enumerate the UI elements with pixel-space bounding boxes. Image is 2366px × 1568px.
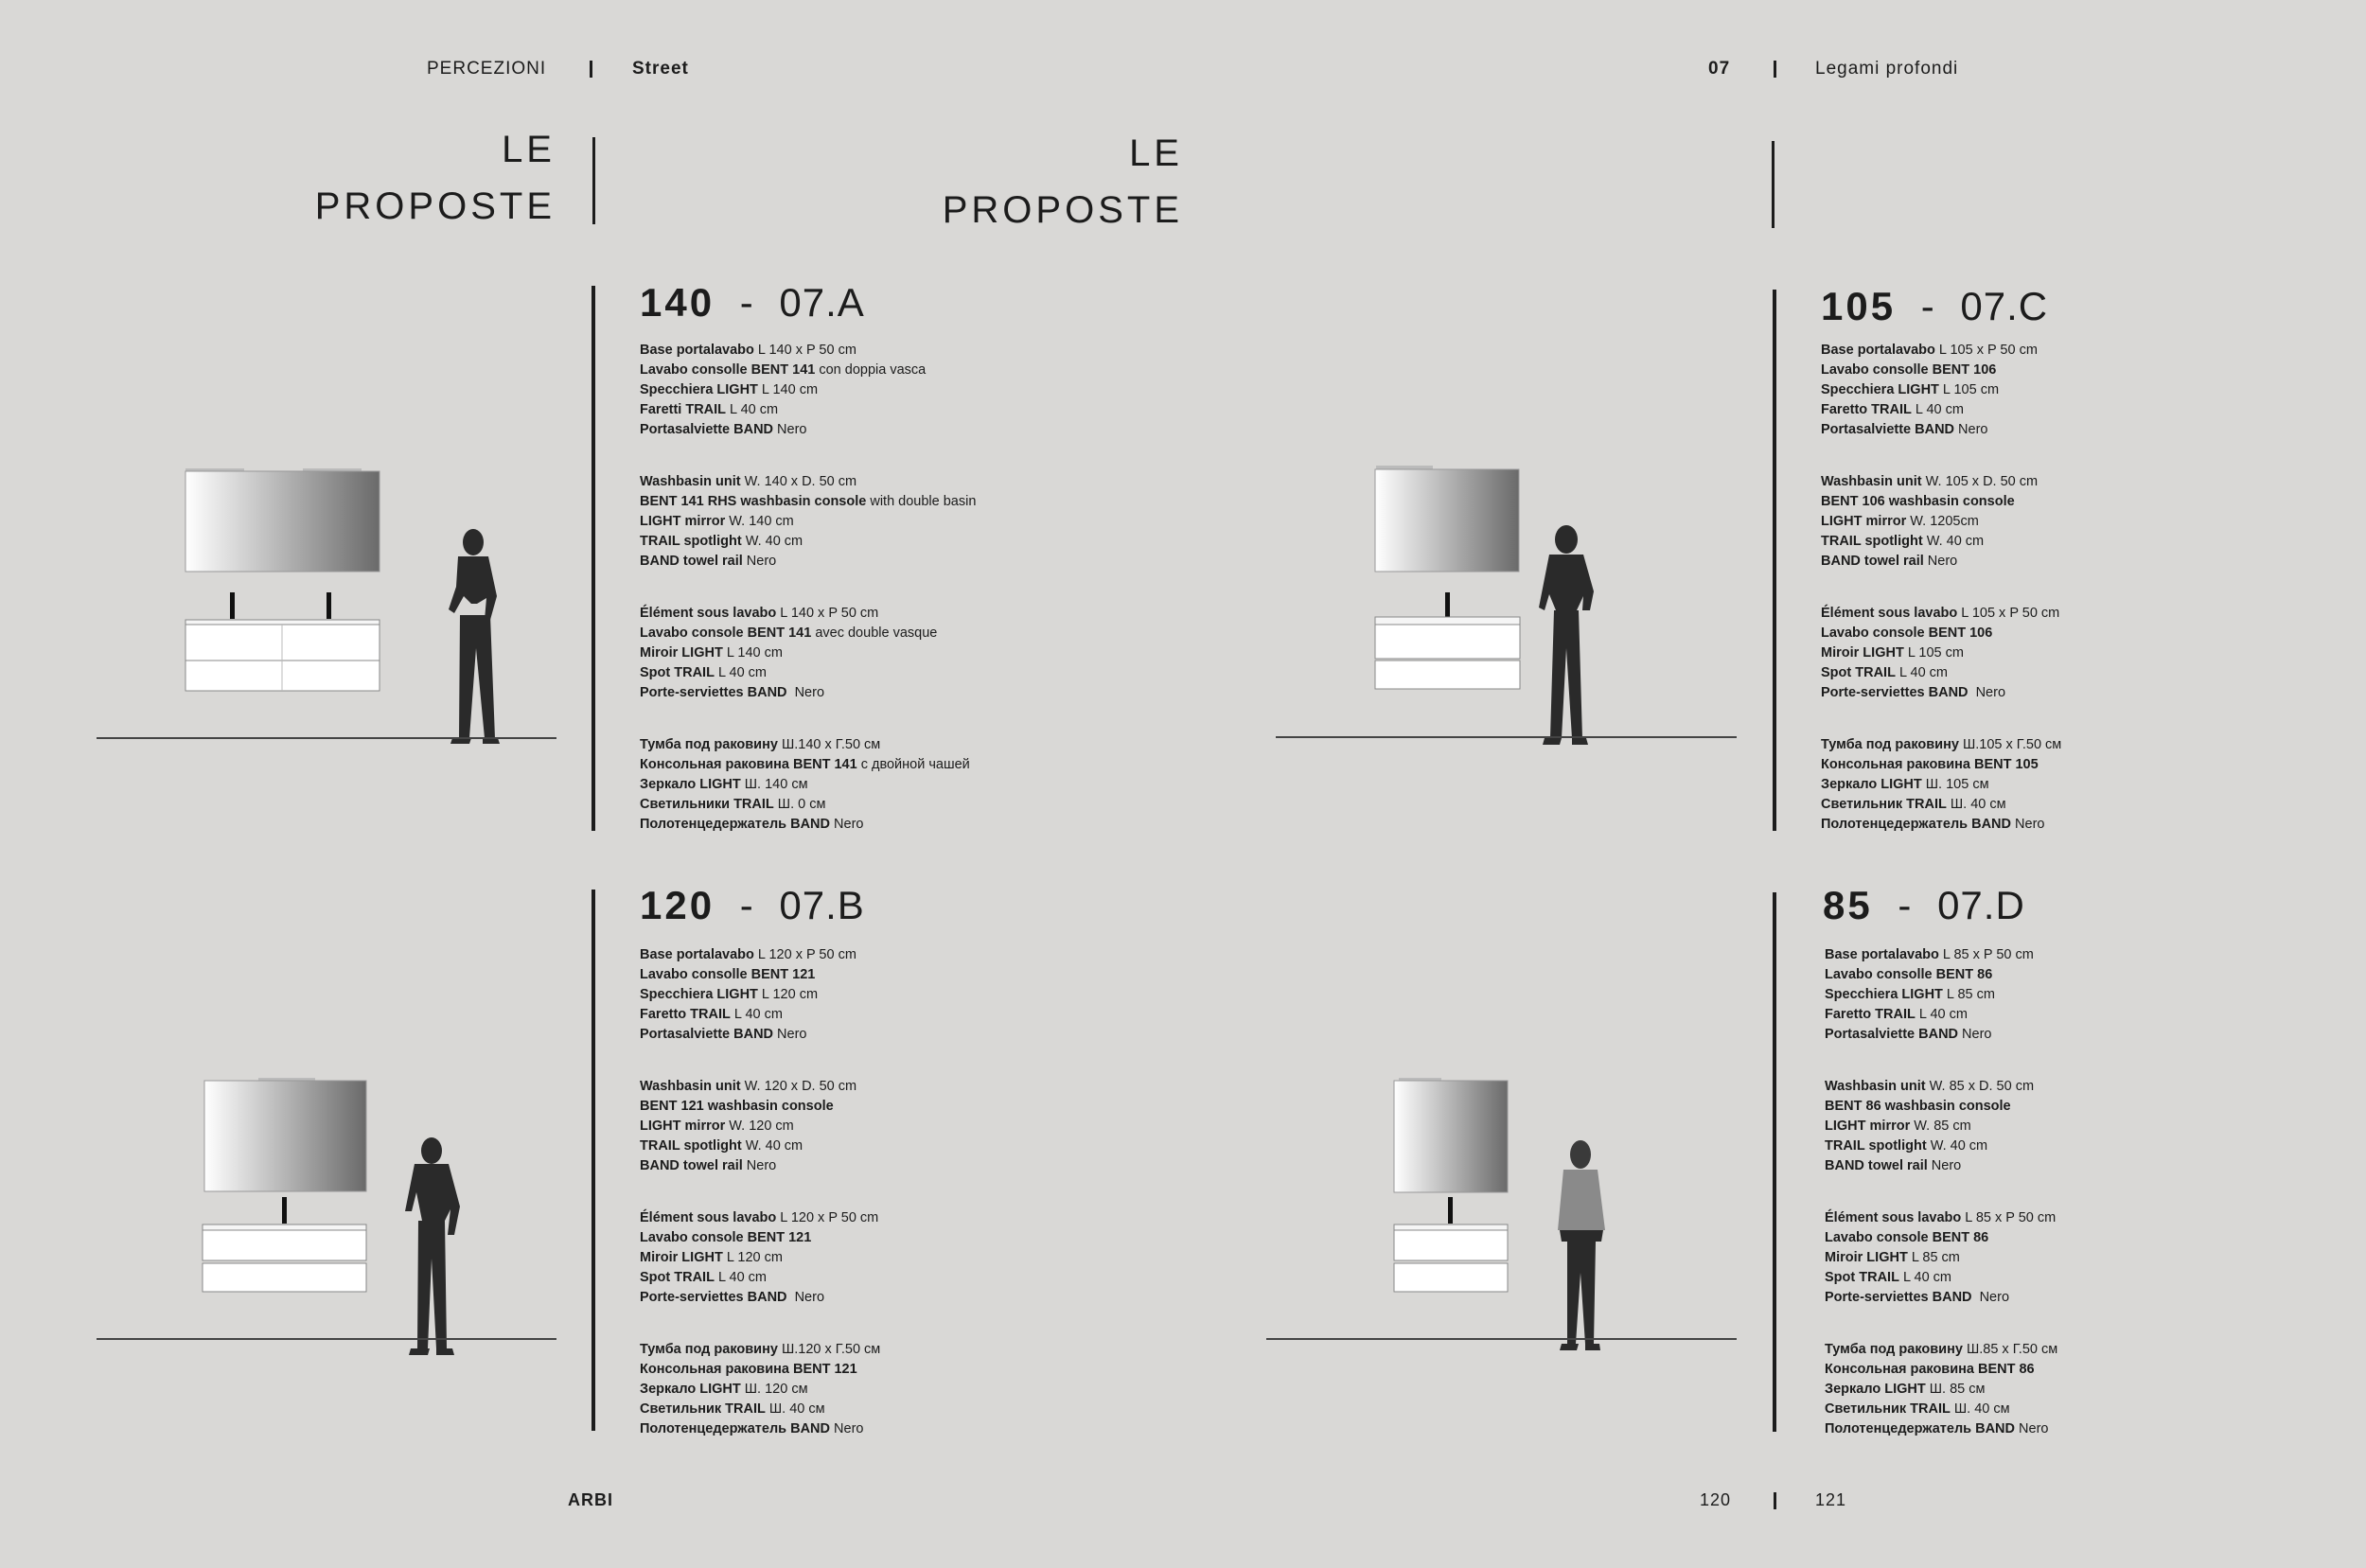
spec-line bbox=[1825, 945, 2298, 965]
spec-component: Полотенцедержатель BAND bbox=[1821, 817, 2011, 832]
spec-detail: Nero bbox=[742, 1158, 777, 1173]
spec-line bbox=[1821, 341, 2294, 361]
spec-block bbox=[1821, 735, 2294, 835]
spec-detail: L 140 cm bbox=[722, 645, 783, 661]
spec-component: Élément sous lavabo bbox=[640, 1210, 777, 1225]
spec-line bbox=[640, 815, 1113, 835]
spec-detail: Nero bbox=[2015, 1421, 2049, 1436]
spec-component: LIGHT mirror bbox=[640, 514, 726, 529]
spec-component: Зеркало LIGHT bbox=[1821, 777, 1922, 792]
spec-detail: Ш. 40 см bbox=[1950, 1401, 2010, 1417]
composition-illustration-120 bbox=[95, 1069, 568, 1372]
spec-component: TRAIL spotlight bbox=[1821, 534, 1923, 549]
spec-line bbox=[640, 492, 1113, 512]
spec-component: Консольная раковина BENT 141 bbox=[640, 757, 857, 772]
model-code: 07.A bbox=[779, 280, 865, 325]
model-sep: - bbox=[1920, 284, 1935, 328]
spec-list bbox=[640, 945, 1113, 1471]
spec-line bbox=[1821, 512, 2294, 532]
spec-line bbox=[1821, 643, 2294, 663]
spec-line bbox=[640, 775, 1113, 795]
spec-component: Lavabo console BENT 86 bbox=[1825, 1230, 1989, 1245]
spec-component: Élément sous lavabo bbox=[1821, 606, 1958, 621]
spec-component: Светильник TRAIL bbox=[640, 1401, 766, 1417]
spec-component: Faretto TRAIL bbox=[1825, 1007, 1916, 1022]
spec-component: Зеркало LIGHT bbox=[640, 777, 741, 792]
spec-detail: W. 40 cm bbox=[1926, 1138, 1988, 1154]
spec-line bbox=[1825, 1005, 2298, 1025]
spec-component: BAND towel rail bbox=[1821, 554, 1924, 569]
spec-detail: Nero bbox=[773, 1027, 807, 1042]
spec-component: Зеркало LIGHT bbox=[1825, 1382, 1926, 1397]
spec-component: Spot TRAIL bbox=[1825, 1270, 1899, 1285]
spec-detail: W. 140 x D. 50 cm bbox=[740, 474, 857, 489]
spec-component: BAND towel rail bbox=[640, 1158, 743, 1173]
spec-detail: Nero bbox=[742, 554, 777, 569]
spec-detail: L 105 cm bbox=[1903, 645, 1964, 661]
spec-line bbox=[640, 532, 1113, 552]
spec-component: Светильник TRAIL bbox=[1821, 797, 1947, 812]
spec-component: Portasalviette BAND bbox=[640, 422, 774, 437]
page-number-left: 120 bbox=[1700, 1490, 1732, 1509]
spec-component: Washbasin unit bbox=[1825, 1079, 1926, 1094]
spec-detail: L 40 cm bbox=[714, 1270, 768, 1285]
spec-detail: L 85 x P 50 cm bbox=[1961, 1210, 2057, 1225]
spec-component: Élément sous lavabo bbox=[640, 606, 777, 621]
model-size: 85 bbox=[1823, 883, 1873, 927]
spec-line bbox=[1821, 755, 2294, 775]
section-divider bbox=[592, 890, 595, 1431]
spec-component: Spot TRAIL bbox=[1821, 665, 1896, 680]
spec-line bbox=[640, 1208, 1113, 1228]
spec-component: TRAIL spotlight bbox=[640, 1138, 742, 1154]
spec-detail: avec double vasque bbox=[811, 625, 938, 641]
spec-detail: Ш. 140 см bbox=[740, 777, 808, 792]
floor-line bbox=[1276, 736, 1737, 738]
spec-component: BENT 106 washbasin console bbox=[1821, 494, 2015, 509]
spec-line bbox=[640, 735, 1113, 755]
model-code: 07.B bbox=[779, 883, 865, 927]
spec-line bbox=[1825, 1136, 2298, 1156]
spec-line bbox=[1821, 775, 2294, 795]
spec-component: Lavabo consolle BENT 86 bbox=[1825, 967, 1993, 982]
spec-component: Specchiera LIGHT bbox=[640, 987, 758, 1002]
spec-component: Porte-serviettes BAND bbox=[640, 1290, 787, 1305]
spec-component: Тумба под раковину bbox=[1821, 737, 1959, 752]
spec-detail: Ш.85 х Г.50 см bbox=[1962, 1342, 2058, 1357]
spec-line bbox=[1821, 472, 2294, 492]
spec-detail: Ш.140 х Г.50 см bbox=[777, 737, 881, 752]
spec-detail: L 140 cm bbox=[757, 382, 819, 397]
spec-detail: L 40 cm bbox=[1898, 1270, 1952, 1285]
spec-component: Lavabo console BENT 121 bbox=[640, 1230, 812, 1245]
spec-detail: Nero bbox=[786, 1290, 825, 1305]
spec-detail: Nero bbox=[830, 1421, 864, 1436]
spec-detail: L 105 x P 50 cm bbox=[1934, 343, 2038, 358]
spec-component: Полотенцедержатель BAND bbox=[1825, 1421, 2015, 1436]
spec-detail: Nero bbox=[1968, 685, 2006, 700]
spec-detail: W. 120 cm bbox=[725, 1119, 794, 1134]
spec-component: Miroir LIGHT bbox=[640, 645, 723, 661]
spec-line bbox=[1825, 1380, 2298, 1400]
spec-detail: W. 40 cm bbox=[741, 534, 803, 549]
footer-divider bbox=[1774, 1492, 1776, 1509]
spec-block bbox=[1825, 945, 2298, 1045]
spec-component: LIGHT mirror bbox=[1821, 514, 1907, 529]
section-divider bbox=[1773, 892, 1776, 1432]
floor-line bbox=[97, 1338, 556, 1340]
spec-component: Светильники TRAIL bbox=[640, 797, 774, 812]
spec-detail: Ш. 120 см bbox=[740, 1382, 808, 1397]
model-heading bbox=[640, 280, 865, 326]
spec-line bbox=[640, 420, 1113, 440]
spec-detail: W. 85 x D. 50 cm bbox=[1925, 1079, 2035, 1094]
page-title-line-2: PROPOSTE bbox=[942, 189, 1183, 231]
spec-block bbox=[640, 945, 1113, 1045]
header-section: PERCEZIONI bbox=[427, 59, 547, 79]
spec-line bbox=[1821, 663, 2294, 683]
spec-detail: Ш. 40 см bbox=[1946, 797, 2006, 812]
spec-line bbox=[640, 472, 1113, 492]
model-size: 140 bbox=[640, 280, 715, 325]
spec-block bbox=[640, 1208, 1113, 1308]
spec-component: Specchiera LIGHT bbox=[1825, 987, 1943, 1002]
spec-detail: W. 140 cm bbox=[725, 514, 794, 529]
spec-detail: L 120 x P 50 cm bbox=[753, 947, 856, 962]
spec-line bbox=[1821, 735, 2294, 755]
spec-detail: L 120 cm bbox=[757, 987, 819, 1002]
spec-detail: Nero bbox=[773, 422, 807, 437]
spec-block bbox=[1825, 1077, 2298, 1176]
spec-detail: L 105 cm bbox=[1938, 382, 2000, 397]
spec-line bbox=[1825, 965, 2298, 985]
spec-line bbox=[1825, 1400, 2298, 1419]
model-heading bbox=[640, 883, 865, 928]
spec-line bbox=[1825, 985, 2298, 1005]
spec-line bbox=[640, 1400, 1113, 1419]
spec-block bbox=[640, 604, 1113, 703]
spec-detail: W. 1205cm bbox=[1906, 514, 1979, 529]
spec-line bbox=[640, 1419, 1113, 1439]
spec-line bbox=[1825, 1360, 2298, 1380]
spec-component: Miroir LIGHT bbox=[1825, 1250, 1908, 1265]
spec-detail: L 85 cm bbox=[1907, 1250, 1960, 1265]
spec-detail: L 105 x P 50 cm bbox=[1957, 606, 2060, 621]
spec-component: Miroir LIGHT bbox=[640, 1250, 723, 1265]
spec-line bbox=[640, 1380, 1113, 1400]
spec-component: Светильник TRAIL bbox=[1825, 1401, 1951, 1417]
spec-line bbox=[640, 985, 1113, 1005]
spec-component: LIGHT mirror bbox=[1825, 1119, 1911, 1134]
title-divider bbox=[592, 137, 595, 224]
spec-component: Консольная раковина BENT 105 bbox=[1821, 757, 2039, 772]
spec-line bbox=[1821, 683, 2294, 703]
spec-line bbox=[640, 1156, 1113, 1176]
spec-component: Тумба под раковину bbox=[1825, 1342, 1963, 1357]
header-divider bbox=[590, 61, 592, 78]
spec-line bbox=[1821, 795, 2294, 815]
spec-line bbox=[640, 1136, 1113, 1156]
spec-component: TRAIL spotlight bbox=[640, 534, 742, 549]
spec-detail: Ш. 40 см bbox=[765, 1401, 825, 1417]
model-code: 07.C bbox=[1960, 284, 2049, 328]
spec-component: Porte-serviettes BAND bbox=[1821, 685, 1969, 700]
spec-detail: L 40 cm bbox=[714, 665, 768, 680]
spec-component: Консольная раковина BENT 86 bbox=[1825, 1362, 2035, 1377]
page-title-line-1: LE bbox=[1129, 132, 1183, 174]
spec-component: Lavabo console BENT 141 bbox=[640, 625, 812, 641]
model-size: 105 bbox=[1821, 284, 1897, 328]
composition-illustration-85 bbox=[1259, 1069, 1751, 1372]
spec-line bbox=[1825, 1208, 2298, 1228]
footer-brand: ARBI bbox=[568, 1490, 613, 1509]
spec-line bbox=[640, 755, 1113, 775]
spec-component: TRAIL spotlight bbox=[1825, 1138, 1927, 1154]
spec-line bbox=[640, 1097, 1113, 1117]
spec-detail: W. 120 x D. 50 cm bbox=[740, 1079, 857, 1094]
spec-component: Washbasin unit bbox=[640, 474, 741, 489]
spec-component: Portasalviette BAND bbox=[640, 1027, 774, 1042]
spec-detail: L 40 cm bbox=[1911, 402, 1964, 417]
spec-component: Тумба под раковину bbox=[640, 1342, 778, 1357]
spec-detail: L 40 cm bbox=[730, 1007, 783, 1022]
spec-detail: Ш.105 х Г.50 см bbox=[1958, 737, 2062, 752]
spec-line bbox=[640, 1288, 1113, 1308]
spec-block bbox=[640, 341, 1113, 440]
spec-line bbox=[640, 604, 1113, 624]
spec-line bbox=[1821, 604, 2294, 624]
spec-component: Консольная раковина BENT 121 bbox=[640, 1362, 857, 1377]
spec-line bbox=[1821, 552, 2294, 572]
spec-component: Base portalavabo bbox=[1821, 343, 1935, 358]
spec-line bbox=[1825, 1077, 2298, 1097]
spec-component: Lavabo consolle BENT 106 bbox=[1821, 362, 1997, 378]
spec-line bbox=[640, 945, 1113, 965]
spec-block bbox=[640, 735, 1113, 835]
spec-detail: L 85 x P 50 cm bbox=[1938, 947, 2034, 962]
model-size: 120 bbox=[640, 883, 715, 927]
spec-line bbox=[1821, 532, 2294, 552]
section-divider bbox=[1773, 290, 1776, 831]
spec-detail: W. 85 cm bbox=[1910, 1119, 1971, 1134]
spec-component: BAND towel rail bbox=[1825, 1158, 1928, 1173]
spec-line bbox=[1821, 400, 2294, 420]
spec-line bbox=[640, 1360, 1113, 1380]
spec-component: Porte-serviettes BAND bbox=[640, 685, 787, 700]
floor-line bbox=[97, 737, 556, 739]
spec-component: Portasalviette BAND bbox=[1825, 1027, 1959, 1042]
spec-line bbox=[640, 361, 1113, 380]
header-collection: Street bbox=[632, 59, 689, 79]
spec-component: Miroir LIGHT bbox=[1821, 645, 1904, 661]
spec-line bbox=[1825, 1268, 2298, 1288]
model-sep: - bbox=[739, 883, 754, 927]
spec-detail: Ш. 105 см bbox=[1921, 777, 1989, 792]
spec-component: Base portalavabo bbox=[640, 343, 754, 358]
spec-detail: Nero bbox=[830, 817, 864, 832]
page-title-line-2: PROPOSTE bbox=[314, 185, 556, 227]
spec-detail: L 140 x P 50 cm bbox=[753, 343, 856, 358]
spec-line bbox=[1825, 1156, 2298, 1176]
spec-list bbox=[1825, 945, 2298, 1471]
spec-detail: L 120 cm bbox=[722, 1250, 783, 1265]
spec-line bbox=[640, 1117, 1113, 1136]
spec-block bbox=[1821, 341, 2294, 440]
spec-detail: Nero bbox=[1927, 1158, 1962, 1173]
spec-component: LIGHT mirror bbox=[640, 1119, 726, 1134]
model-heading bbox=[1821, 284, 2048, 329]
spec-detail: Nero bbox=[1923, 554, 1958, 569]
composition-illustration-105 bbox=[1278, 454, 1751, 776]
spec-component: Тумба под раковину bbox=[640, 737, 778, 752]
spec-component: Base portalavabo bbox=[640, 947, 754, 962]
spec-component: Washbasin unit bbox=[1821, 474, 1922, 489]
spec-line bbox=[640, 965, 1113, 985]
spec-line bbox=[640, 1248, 1113, 1268]
composition-illustration-140 bbox=[95, 454, 568, 776]
header-divider bbox=[1774, 61, 1776, 78]
spec-line bbox=[1825, 1025, 2298, 1045]
spec-component: Faretto TRAIL bbox=[640, 1007, 731, 1022]
spec-component: Porte-serviettes BAND bbox=[1825, 1290, 1972, 1305]
spec-detail: Nero bbox=[1958, 1027, 1992, 1042]
model-heading bbox=[1823, 883, 2025, 928]
spec-detail: W. 40 cm bbox=[741, 1138, 803, 1154]
spec-line bbox=[1821, 380, 2294, 400]
spec-component: BENT 121 washbasin console bbox=[640, 1099, 834, 1114]
spec-line bbox=[1821, 492, 2294, 512]
spec-component: Lavabo consolle BENT 121 bbox=[640, 967, 816, 982]
spec-line bbox=[640, 552, 1113, 572]
spec-component: Spot TRAIL bbox=[640, 665, 715, 680]
spec-detail: Ш. 0 см bbox=[773, 797, 826, 812]
spec-detail: with double basin bbox=[866, 494, 977, 509]
spec-line bbox=[640, 643, 1113, 663]
spec-line bbox=[1825, 1117, 2298, 1136]
spec-component: Faretti TRAIL bbox=[640, 402, 727, 417]
spec-component: Specchiera LIGHT bbox=[1821, 382, 1939, 397]
spec-component: Faretto TRAIL bbox=[1821, 402, 1912, 417]
spec-block bbox=[1825, 1208, 2298, 1308]
spec-line bbox=[640, 683, 1113, 703]
spec-component: Portasalviette BAND bbox=[1821, 422, 1955, 437]
spec-component: BAND towel rail bbox=[640, 554, 743, 569]
spec-line bbox=[1821, 624, 2294, 643]
spec-detail: Nero bbox=[1971, 1290, 2010, 1305]
spec-component: Lavabo consolle BENT 141 bbox=[640, 362, 816, 378]
spec-line bbox=[640, 380, 1113, 400]
spec-detail: Nero bbox=[786, 685, 825, 700]
spec-detail: W. 105 x D. 50 cm bbox=[1921, 474, 2039, 489]
spec-detail: Ш. 85 см bbox=[1925, 1382, 1986, 1397]
spec-component: Élément sous lavabo bbox=[1825, 1210, 1962, 1225]
spec-detail: L 40 cm bbox=[1915, 1007, 1968, 1022]
spec-component: BENT 86 washbasin console bbox=[1825, 1099, 2011, 1114]
spec-line bbox=[1825, 1097, 2298, 1117]
spec-line bbox=[1821, 361, 2294, 380]
model-sep: - bbox=[739, 280, 754, 325]
spec-line bbox=[1825, 1288, 2298, 1308]
spec-line bbox=[640, 1268, 1113, 1288]
spec-component: Specchiera LIGHT bbox=[640, 382, 758, 397]
spec-component: Полотенцедержатель BAND bbox=[640, 1421, 830, 1436]
spec-detail: Nero bbox=[2011, 817, 2045, 832]
spec-component: Зеркало LIGHT bbox=[640, 1382, 741, 1397]
section-divider bbox=[592, 286, 595, 831]
spec-block bbox=[1821, 604, 2294, 703]
spec-list bbox=[640, 341, 1113, 867]
spec-line bbox=[1821, 815, 2294, 835]
page-title-line-1: LE bbox=[502, 129, 556, 170]
spec-component: Washbasin unit bbox=[640, 1079, 741, 1094]
spec-line bbox=[640, 400, 1113, 420]
header-chapter-title: Legami profondi bbox=[1815, 59, 1959, 79]
spec-line bbox=[640, 795, 1113, 815]
spec-block bbox=[1825, 1340, 2298, 1439]
spec-block bbox=[1821, 472, 2294, 572]
floor-line bbox=[1266, 1338, 1737, 1340]
spec-block bbox=[640, 1077, 1113, 1176]
spec-line bbox=[640, 1005, 1113, 1025]
spec-component: Полотенцедержатель BAND bbox=[640, 817, 830, 832]
model-code: 07.D bbox=[1937, 883, 2025, 927]
spec-line bbox=[640, 624, 1113, 643]
spec-list bbox=[1821, 341, 2294, 867]
spec-line bbox=[640, 1025, 1113, 1045]
spec-line bbox=[1825, 1228, 2298, 1248]
spec-line bbox=[640, 341, 1113, 361]
spec-component: Spot TRAIL bbox=[640, 1270, 715, 1285]
spec-detail: L 85 cm bbox=[1942, 987, 1995, 1002]
spec-detail: con doppia vasca bbox=[815, 362, 927, 378]
spec-detail: Ш.120 х Г.50 см bbox=[777, 1342, 881, 1357]
title-divider bbox=[1772, 141, 1774, 228]
spec-line bbox=[1825, 1419, 2298, 1439]
spec-detail: L 40 cm bbox=[726, 402, 779, 417]
spec-line bbox=[640, 1228, 1113, 1248]
spec-component: Lavabo console BENT 106 bbox=[1821, 625, 1993, 641]
spec-line bbox=[1821, 420, 2294, 440]
spec-detail: W. 40 cm bbox=[1922, 534, 1985, 549]
spec-component: BENT 141 RHS washbasin console bbox=[640, 494, 867, 509]
spec-component: Base portalavabo bbox=[1825, 947, 1939, 962]
spec-detail: Nero bbox=[1954, 422, 1988, 437]
spec-detail: L 120 x P 50 cm bbox=[776, 1210, 879, 1225]
spec-line bbox=[640, 1340, 1113, 1360]
spec-detail: с двойной чашей bbox=[856, 757, 970, 772]
spec-line bbox=[640, 663, 1113, 683]
spec-line bbox=[1825, 1340, 2298, 1360]
spec-detail: L 140 x P 50 cm bbox=[776, 606, 879, 621]
model-sep: - bbox=[1898, 883, 1913, 927]
spec-line bbox=[640, 1077, 1113, 1097]
spec-line bbox=[640, 512, 1113, 532]
page-number-right: 121 bbox=[1815, 1490, 1847, 1509]
right-page bbox=[942, 0, 2366, 1568]
spec-block bbox=[640, 472, 1113, 572]
header-chapter-number: 07 bbox=[1708, 59, 1731, 79]
spec-block bbox=[640, 1340, 1113, 1439]
spec-detail: L 40 cm bbox=[1895, 665, 1949, 680]
spec-line bbox=[1825, 1248, 2298, 1268]
